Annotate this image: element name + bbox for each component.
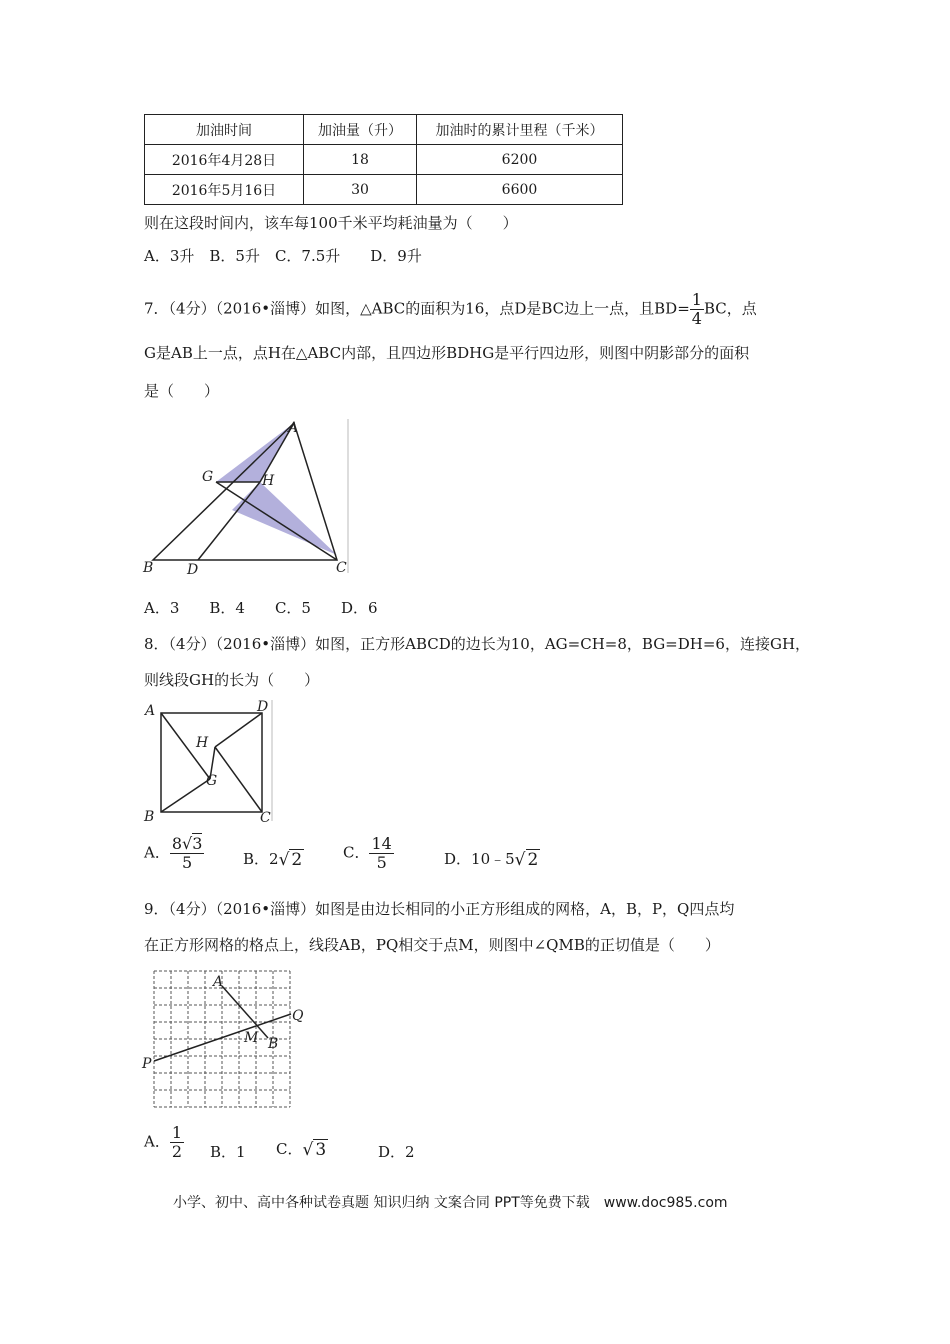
label-a: A: [213, 974, 224, 990]
page-footer: 小学、初中、高中各种试卷真题 知识归纳 文案合同 PPT等免费下载 www.doc985.com: [173, 1195, 728, 1211]
label-q: Q: [292, 1008, 304, 1024]
label-p: P: [142, 1056, 152, 1072]
q9-option-a-num: 1: [171, 1123, 183, 1142]
label-a: A: [288, 420, 299, 436]
q9-option-c: [276, 1138, 328, 1160]
segment-hd: [198, 482, 260, 560]
label-b: B: [144, 809, 155, 825]
table-cell: 18: [304, 145, 417, 175]
fuel-table: [144, 114, 623, 205]
q9-option-a: [144, 1125, 184, 1160]
table-cell: 6600: [417, 175, 623, 205]
shaded-region-lower: [232, 482, 337, 555]
table-row: [145, 175, 623, 205]
sqrt-symbol: √ 2: [514, 850, 539, 870]
table-cell: 6200: [417, 145, 623, 175]
q8-option-a-coef: 8: [171, 834, 183, 853]
q7-fraction: [690, 292, 704, 327]
q8-option-a-den: 5: [182, 853, 193, 872]
q7-line1: [144, 292, 757, 327]
q7-options: A．3 B．4 C．5 D．6: [144, 599, 378, 617]
q9-option-d: D．2: [378, 1143, 415, 1161]
q8-option-d: [444, 848, 540, 870]
q8-option-c-den: 5: [376, 853, 387, 872]
label-h: H: [196, 735, 209, 751]
q8-option-c-num: 14: [371, 834, 392, 853]
table-header-cell: 加油量（升）: [304, 115, 417, 145]
q8-option-c-label: C．: [343, 843, 370, 862]
square-abcd: [161, 713, 262, 812]
label-a: A: [145, 703, 156, 719]
q7-line1-pre: 7．（4分）（2016•淄博）如图，△ABC的面积为16，点D是BC边上一点，且BD=: [144, 299, 690, 318]
q8-option-b: [243, 848, 304, 870]
q8-option-a-num: 8√3: [171, 834, 203, 853]
q6-options: A．3升 B．5升 C．7.5升 D．9升: [144, 247, 422, 265]
q7-line1-post: BC，点: [703, 299, 757, 318]
q7-line3: 是（ ）: [144, 382, 220, 400]
q9-option-a-label: A．: [144, 1132, 170, 1151]
q8-option-d-label: D．10﹣5: [444, 850, 515, 868]
table-header-cell: 加油时间: [145, 115, 304, 145]
table-cell: 2016年5月16日: [145, 175, 304, 205]
label-c: C: [260, 810, 271, 826]
label-d: D: [187, 562, 199, 578]
q8-option-b-label: B．2: [243, 850, 279, 868]
q8-option-a: [144, 836, 204, 871]
q6-stem: 则在这段时间内，该车每100千米平均耗油量为（ ）: [144, 214, 518, 232]
q7-line2: G是AB上一点，点H在△ABC内部，且四边形BDHG是平行四边形，则图中阴影部分的面积: [144, 344, 750, 362]
segment-bg: [161, 779, 210, 812]
q8-option-c-fraction: [369, 836, 393, 871]
label-b: B: [143, 560, 154, 576]
q7-frac-num: 1: [691, 290, 702, 309]
q9-option-a-den: 2: [171, 1142, 183, 1161]
table-header-cell: 加油时的累计里程（千米）: [417, 115, 623, 145]
label-d: D: [257, 699, 269, 715]
q8-square-figure: [140, 697, 280, 827]
q9-line2: 在正方形网格的格点上，线段AB，PQ相交于点M，则图中∠QMB的正切值是（ ）: [144, 936, 720, 954]
label-m: M: [244, 1030, 259, 1046]
q9-option-a-fraction: [170, 1125, 184, 1160]
table-cell: 2016年4月28日: [145, 145, 304, 175]
label-g: G: [202, 469, 214, 485]
label-h: H: [262, 473, 275, 489]
q9-option-b: B．1: [210, 1143, 246, 1161]
q8-line1: 8．（4分）（2016•淄博）如图，正方形ABCD的边长为10，AG=CH=8，BG=DH=6，连接GH，: [144, 635, 811, 653]
q8-option-c: [343, 836, 394, 871]
shaded-region-upper: [216, 423, 294, 482]
q8-option-a-rad: 3: [192, 834, 203, 853]
q8-option-b-rad: 2: [291, 850, 303, 870]
q9-option-c-label: C．: [276, 1140, 303, 1158]
q9-option-c-rad: 3: [315, 1140, 327, 1160]
q9-grid-figure: [140, 964, 310, 1109]
table-row: [145, 145, 623, 175]
label-b: B: [268, 1036, 279, 1052]
q8-option-a-label: A．: [144, 843, 170, 862]
q8-option-d-rad: 2: [527, 850, 539, 870]
sqrt-symbol: √ 2: [278, 850, 303, 870]
q9-line1: 9．（4分）（2016•淄博）如图是由边长相同的小正方形组成的网格，A，B，P，Q四点均: [144, 900, 735, 918]
segment-ch: [215, 747, 262, 812]
table-cell: 30: [304, 175, 417, 205]
label-g: G: [206, 773, 218, 789]
table-header-row: [145, 115, 623, 145]
q7-triangle-figure: [140, 415, 355, 580]
q8-line2: 则线段GH的长为（ ）: [144, 671, 320, 689]
q7-frac-den: 4: [691, 309, 702, 328]
segment-gc: [216, 482, 337, 560]
q8-option-a-fraction: [170, 836, 205, 871]
label-c: C: [336, 560, 347, 576]
segment-dh: [215, 713, 262, 747]
sqrt-symbol: √ 3: [302, 1140, 327, 1160]
